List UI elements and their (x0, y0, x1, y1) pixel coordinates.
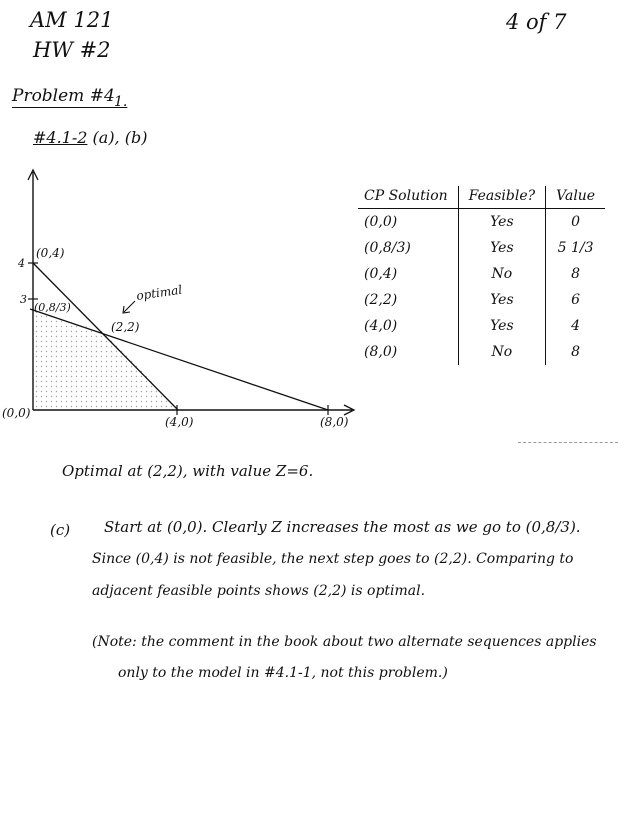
table-row (358, 209, 605, 236)
cell-feasible: Yes (458, 313, 545, 339)
cell-value: 0 (546, 209, 605, 236)
label-point-4-0: (4,0) (165, 415, 194, 429)
label-point-2-2: (2,2) (111, 320, 140, 334)
cell-value: 8 (546, 261, 605, 287)
label-point-0-8-3: (0,8/3) (34, 301, 71, 314)
cell-feasible: No (458, 261, 545, 287)
page-number: 4 of 7 (506, 10, 567, 34)
cell-solution: (0,8/3) (364, 240, 411, 256)
cell-solution: (0,0) (364, 214, 398, 230)
cell-feasible: Yes (458, 235, 545, 261)
table-row (358, 287, 605, 313)
col-value: Value (546, 186, 605, 209)
optimal-arrow (124, 301, 135, 312)
part-c-line-1: Start at (0,0). Clearly Z increases the most as we go to (0,8/3). (104, 518, 581, 536)
table-row (358, 235, 605, 261)
part-c-line-2: Since (0,4) is not feasible, the next step goes to (2,2). Comparing to (92, 551, 574, 567)
cell-feasible: Yes (458, 209, 545, 236)
cell-value: 6 (546, 287, 605, 313)
cp-solution-table (358, 186, 605, 365)
section-number: #4.1-2 (33, 128, 88, 147)
note-line-1: (Note: the comment in the book about two alternate sequences applies (92, 634, 597, 650)
cell-solution: (8,0) (364, 344, 398, 360)
course-title: AM 121 (30, 8, 114, 32)
cell-solution: (2,2) (364, 292, 398, 308)
feasible-region (33, 310, 177, 410)
feasible-region-graph (0, 160, 370, 435)
label-origin: (0,0) (2, 406, 31, 420)
optimal-conclusion: Optimal at (2,2), with value Z=6. (62, 462, 314, 480)
table-header-row (358, 186, 605, 209)
cell-value: 5 1/3 (546, 235, 605, 261)
col-feasible: Feasible? (458, 186, 545, 209)
part-c-line-3: adjacent feasible points shows (2,2) is optimal. (92, 583, 426, 599)
homework-title: HW #2 (33, 38, 111, 62)
cell-value: 4 (546, 313, 605, 339)
label-point-0-4: (0,4) (36, 246, 65, 260)
table-row (358, 339, 605, 365)
dashed-mark (518, 442, 618, 443)
part-c-label: (c) (50, 521, 71, 539)
cell-value: 8 (546, 339, 605, 365)
problem-heading: Problem #4 (12, 86, 115, 106)
section-reference (33, 128, 147, 147)
y-tick-label-3: 3 (20, 293, 27, 306)
cell-solution: (0,4) (364, 266, 398, 282)
label-point-8-0: (8,0) (320, 415, 349, 429)
cell-solution: (4,0) (364, 318, 398, 334)
col-cp-solution: CP Solution (358, 186, 458, 209)
y-tick-label-4: 4 (18, 257, 25, 270)
cell-feasible: Yes (458, 287, 545, 313)
section-parts: (a), (b) (92, 128, 148, 147)
table-row (358, 313, 605, 339)
label-optimal: optimal (135, 282, 183, 303)
problem-subnumber: 1. (114, 94, 128, 110)
cell-feasible: No (458, 339, 545, 365)
note-line-2: only to the model in #4.1-1, not this problem.) (118, 665, 448, 681)
table-row (358, 261, 605, 287)
